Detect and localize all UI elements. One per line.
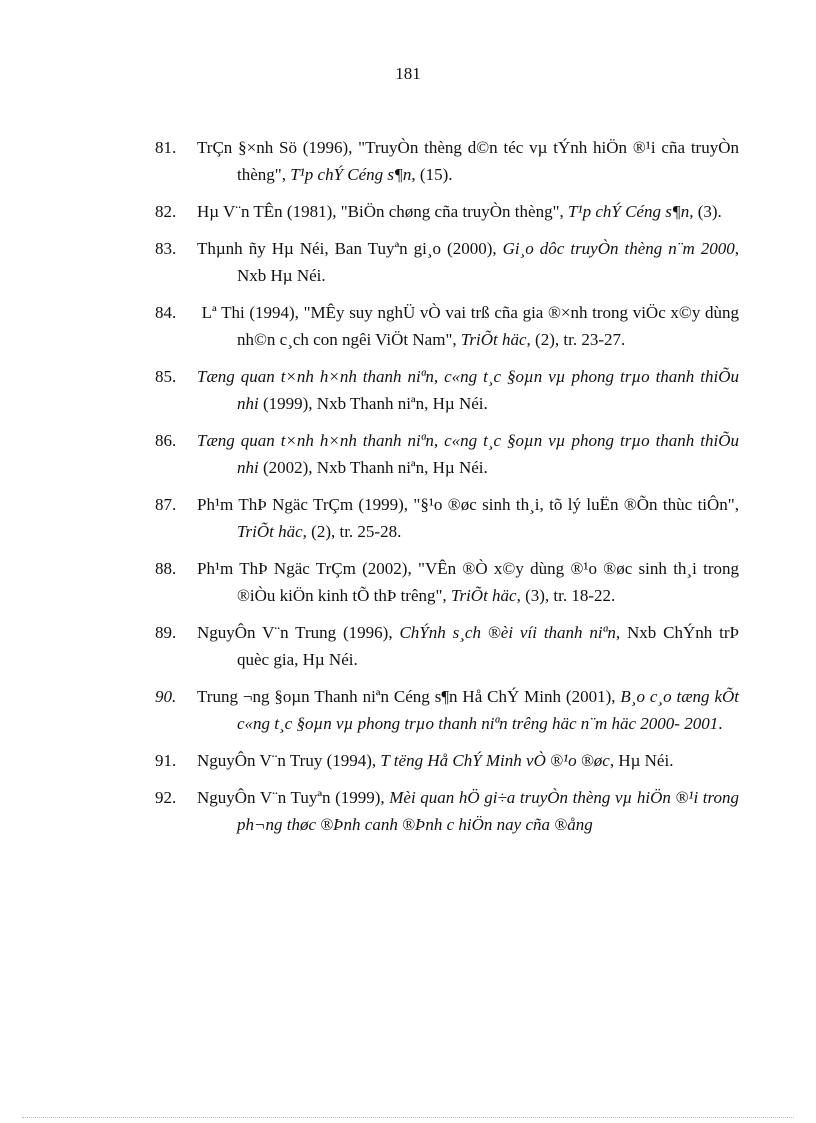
reference-text: (3).	[693, 202, 722, 221]
reference-text: NguyÔn V¨n Trung (1996),	[197, 623, 400, 642]
reference-text: NguyÔn V¨n Truy (1994),	[197, 751, 381, 770]
reference-title: T tëng Hå ChÝ Minh vÒ ®¹o ®øc	[380, 751, 610, 770]
reference-title: T¹p chÝ Céng s¶n	[290, 165, 412, 184]
reference-text: , Hµ Néi.	[609, 751, 674, 770]
reference-title: Tæng quan t×nh h×nh thanh niªn, c«ng t¸c §oµn vµ phong trµo thanh thiÕu nhi	[197, 431, 739, 477]
reference-text: Ph¹m ThÞ Ngäc TrÇm (1999), "§¹o ®øc sinh th¸i, tõ lý luËn ®Õn thùc tiÔn",	[197, 495, 739, 514]
reference-text: , (3), tr. 18-22.	[516, 586, 616, 605]
reference-number: 84.	[155, 303, 177, 322]
reference-number: 87.	[155, 495, 177, 514]
reference-text: Hµ V¨n TÊn (1981), "BiÖn chøng cña truyÒn thèng",	[197, 202, 569, 221]
reference-number: 90.	[155, 687, 177, 706]
reference-number: 81.	[155, 138, 177, 157]
reference-title: T¹p chÝ Céng s¶n,	[568, 202, 694, 221]
reference-text: Trung ¬ng §oµn Thanh niªn Céng s¶n Hå ChÝ Minh (2001),	[197, 687, 621, 706]
reference-item	[155, 235, 739, 289]
reference-number: 82.	[155, 202, 177, 221]
reference-item	[155, 134, 739, 188]
reference-title: B¸o c¸o tæng kÕt c«ng t¸c §oµn vµ phong trµo thanh niªn trêng häc n¨m häc 2000- 2001	[237, 687, 740, 733]
reference-text: Ph¹m ThÞ Ngäc TrÇm (2002), "VÊn ®Ò x©y dùng ®¹o ®øc sinh th¸i trong ®iÒu kiÖn kinh tÕ thÞ trêng",	[197, 559, 739, 605]
reference-text: , Nxb ChÝnh trÞ quèc gia, Hµ Néi.	[237, 623, 739, 669]
reference-item	[155, 363, 739, 417]
reference-title: ChÝnh s¸ch ®èi víi thanh niªn	[399, 623, 616, 642]
reference-item	[155, 198, 739, 225]
reference-title: Mèi quan hÖ gi÷a truyÒn thèng vµ hiÖn ®¹i trong ph¬ng thøc ®Þnh canh ®Þnh c hiÖn nay cña ®ång	[237, 788, 739, 834]
reference-title: Tæng quan t×nh h×nh thanh niªn, c«ng t¸c §oµn vµ phong trµo thanh thiÕu nhi	[197, 367, 739, 413]
reference-text: NguyÔn V¨n Tuyªn (1999),	[197, 788, 390, 807]
reference-text: TrÇn §×nh Sö (1996), "TruyÒn thèng d©n téc vµ tÝnh hiÖn ®¹i cña truyÒn thèng",	[197, 138, 739, 184]
reference-item	[155, 427, 739, 481]
reference-list	[155, 134, 739, 848]
reference-item	[155, 555, 739, 609]
reference-number: 88.	[155, 559, 177, 578]
reference-text: .	[718, 714, 723, 733]
reference-text: Thµnh ñy Hµ Néi, Ban Tuyªn gi¸o (2000),	[197, 239, 503, 258]
reference-number: 86.	[155, 431, 177, 450]
reference-text: Lª Thi (1994), "MÊy suy nghÜ vÒ vai trß cña gia ®×nh trong viÖc x©y dùng nh©n c¸ch con ngêi ViÖt Nam",	[197, 303, 739, 349]
reference-text: (2002), Nxb Thanh niªn, Hµ Néi.	[258, 458, 488, 477]
reference-item	[155, 619, 739, 673]
page-number: 181	[395, 64, 421, 83]
reference-text: (1999), Nxb Thanh niªn, Hµ Néi.	[258, 394, 488, 413]
reference-number: 92.	[155, 788, 177, 807]
reference-number: 85.	[155, 367, 177, 386]
reference-title: TriÕt häc,	[237, 522, 307, 541]
reference-text: , (15).	[411, 165, 453, 184]
reference-number: 91.	[155, 751, 177, 770]
reference-title: TriÕt häc	[450, 586, 517, 605]
footer-divider	[22, 1117, 794, 1118]
reference-text: (2), tr. 25-28.	[306, 522, 402, 541]
reference-item	[155, 491, 739, 545]
reference-item	[155, 747, 739, 774]
reference-title: Gi¸o dôc truyÒn thèng n¨m 2000	[502, 239, 735, 258]
reference-item	[155, 784, 739, 838]
reference-title: TriÕt häc	[460, 330, 527, 349]
reference-item	[155, 683, 739, 737]
reference-number: 89.	[155, 623, 177, 642]
reference-text: , Nxb Hµ Néi.	[237, 239, 739, 285]
reference-item	[155, 299, 739, 353]
reference-text: , (2), tr. 23-27.	[526, 330, 626, 349]
reference-number: 83.	[155, 239, 177, 258]
